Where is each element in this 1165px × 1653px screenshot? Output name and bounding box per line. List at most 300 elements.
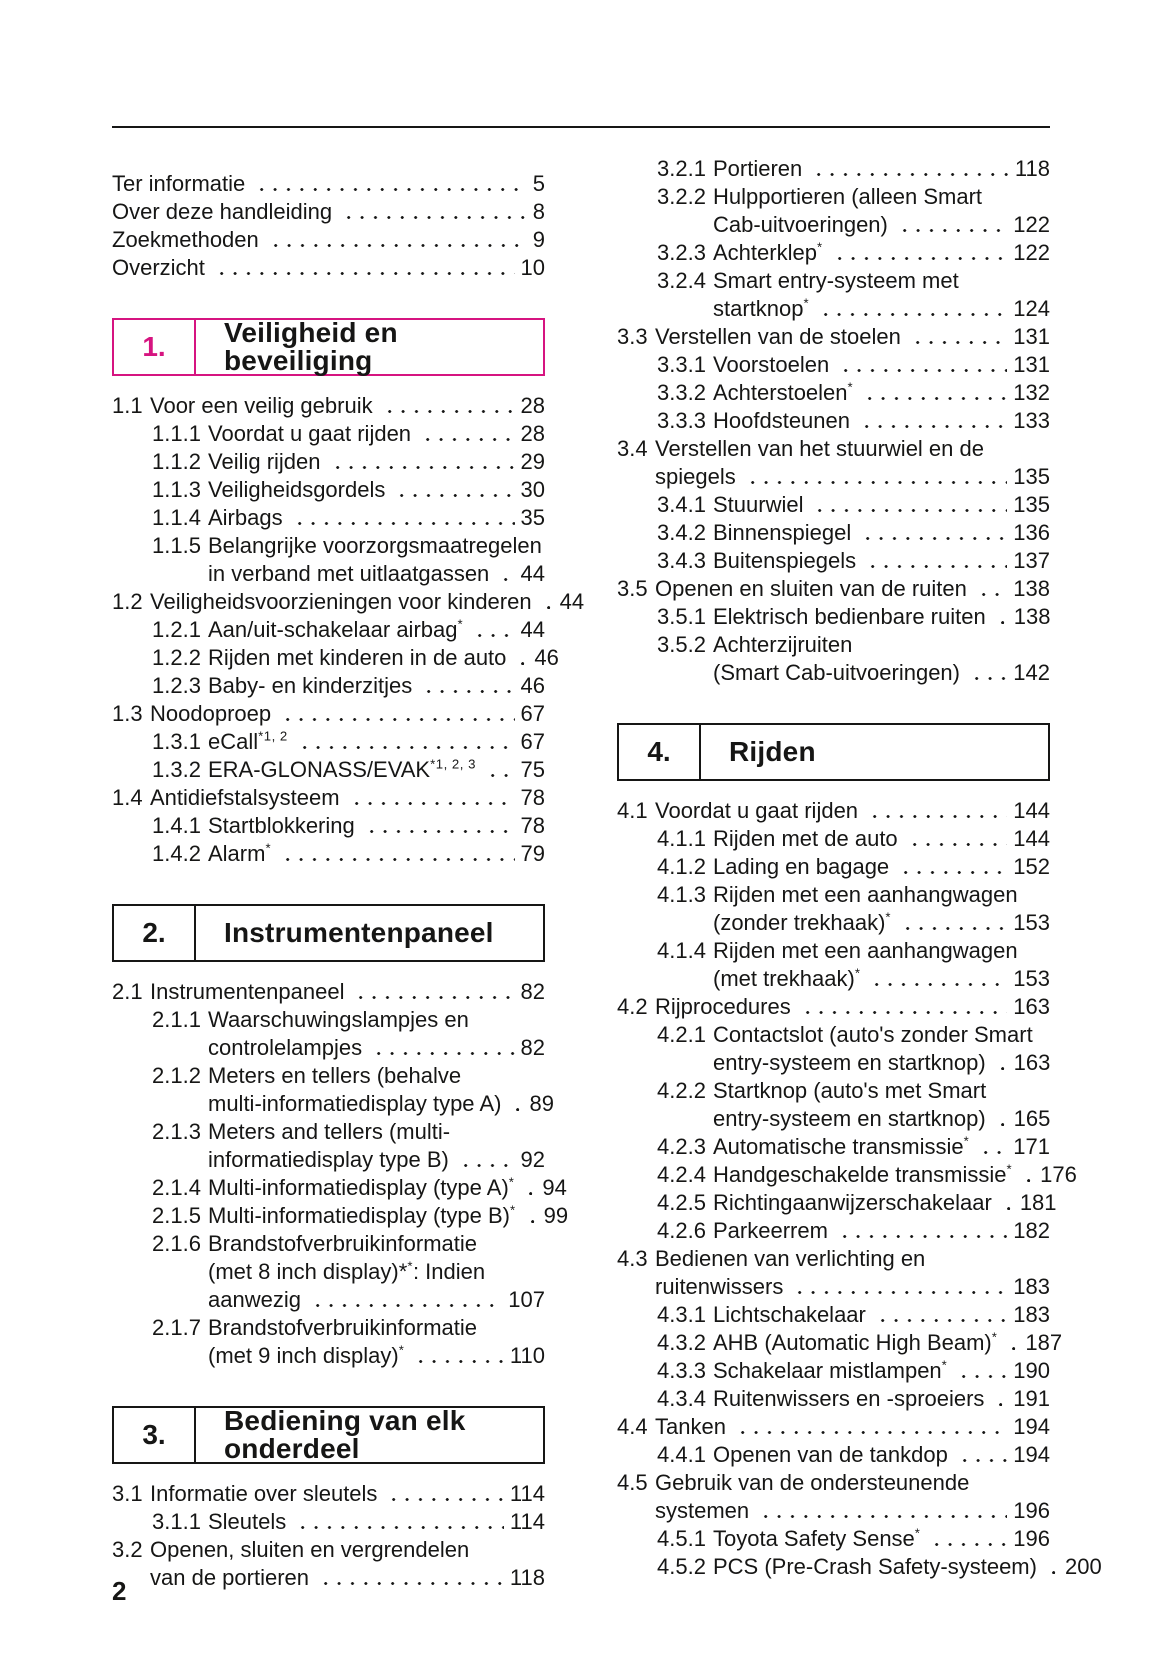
entry-line	[713, 1525, 1050, 1553]
entry-page-number: 165	[1013, 1106, 1051, 1131]
entry-line-text: systemen	[655, 1498, 750, 1523]
toc-entry	[112, 1118, 545, 1174]
entry-line	[208, 840, 545, 868]
entry-line	[713, 491, 1050, 519]
dot-leader	[542, 588, 554, 616]
entry-number: 2.1.3	[152, 1119, 201, 1144]
toc-entry	[617, 351, 1050, 379]
entry-page-number: 153	[1013, 966, 1050, 991]
entry-number: 4.4.1	[657, 1442, 706, 1467]
toc-entry	[112, 392, 545, 420]
entry-page-number: 124	[1013, 296, 1050, 321]
entry-line-text: Hoofdsteunen	[713, 408, 850, 433]
entry-number: 3.5.1	[657, 604, 706, 629]
entry-number: 4.4	[617, 1414, 648, 1439]
entry-line	[208, 1146, 545, 1174]
chapter-header	[112, 318, 545, 376]
entry-number: 3.2.3	[657, 240, 706, 265]
entry-number: 1.4.1	[152, 813, 201, 838]
toc-entry	[617, 1553, 1102, 1581]
entry-line-text: Smart entry-systeem met	[713, 268, 959, 293]
entry-line-text: Lading en bagage	[713, 854, 890, 879]
entry-number: 4.1.4	[657, 938, 706, 963]
entry-number: 2.1.1	[152, 1007, 201, 1032]
entry-line-text: Openen van de tankdop	[713, 1442, 948, 1467]
toc-entry	[112, 1230, 545, 1314]
toc-entry	[112, 1480, 545, 1508]
entry-line-text: Belangrijke voorzorgsmaatregelen	[208, 533, 542, 558]
dot-leader	[281, 840, 514, 868]
dot-leader	[516, 644, 528, 672]
dot-leader	[866, 547, 1007, 575]
chapter-number: 3.	[114, 1408, 196, 1462]
entry-page-number: 78	[520, 785, 545, 810]
dot-leader	[414, 1342, 504, 1370]
dot-leader	[422, 672, 514, 700]
entry-line-text: Voordat u gaat rijden	[208, 421, 412, 446]
entry-page-number: 67	[520, 701, 545, 726]
toc-entry	[112, 420, 545, 448]
entry-line	[208, 420, 545, 448]
entry-line	[713, 519, 1050, 547]
entry-line-text: Noodoproep	[150, 701, 272, 726]
dot-leader	[812, 155, 1009, 183]
entry-page-number: 191	[1013, 1386, 1050, 1411]
dot-leader	[319, 1564, 504, 1592]
entry-line-text: Veiligheidsgordels	[208, 477, 386, 502]
dot-leader	[342, 198, 527, 226]
entry-page-number: 122	[1013, 240, 1050, 265]
chapter-number: 1.	[114, 320, 196, 374]
entry-line-text: Handgeschakelde transmissie*	[713, 1161, 1013, 1187]
entry-line	[713, 295, 1050, 323]
top-rule	[112, 126, 1050, 128]
entry-line	[655, 575, 1050, 603]
entry-number: 1.2.2	[152, 645, 201, 670]
toc-entry	[617, 547, 1050, 575]
entry-line	[713, 183, 1050, 211]
dot-leader	[421, 420, 514, 448]
toc-entry	[617, 183, 1050, 239]
entry-number: 1.1.3	[152, 477, 201, 502]
dot-leader	[930, 1525, 1007, 1553]
entry-number: 4.1.3	[657, 882, 706, 907]
entry-number: 4.3.2	[657, 1330, 706, 1355]
dot-leader	[899, 853, 1007, 881]
toc-entry	[617, 519, 1050, 547]
entry-number: 2.1.2	[152, 1063, 201, 1088]
entry-number: 1.1	[112, 393, 143, 418]
entry-line	[713, 965, 1050, 993]
toc-entry	[617, 881, 1050, 937]
toc-entry	[112, 616, 545, 644]
entry-line	[713, 155, 1050, 183]
entry-line	[713, 351, 1050, 379]
entry-line	[150, 700, 545, 728]
entry-line-text: ERA-GLONASS/EVAK$^{*1, 2, 3}$	[208, 756, 476, 782]
entry-line	[713, 1133, 1050, 1161]
entry-line-text: Startblokkering	[208, 813, 355, 838]
toc-entry	[617, 1357, 1050, 1385]
entry-line	[208, 448, 545, 476]
entry-page-number: 152	[1013, 854, 1050, 879]
dot-leader	[793, 1273, 1007, 1301]
dot-leader	[387, 1480, 503, 1508]
entry-line-text: Verstellen van de stoelen	[655, 324, 901, 349]
toc-entry	[112, 504, 545, 532]
entry-number: 1.1.1	[152, 421, 201, 446]
toc-entry	[617, 797, 1050, 825]
entry-line-text: Openen, sluiten en vergrendelen	[150, 1537, 470, 1562]
dot-leader	[870, 965, 1007, 993]
dot-leader	[1047, 1553, 1059, 1581]
toc-entry	[112, 1062, 554, 1118]
entry-line	[208, 644, 559, 672]
entry-page-number: 136	[1013, 520, 1050, 545]
entry-line-text: startknop*	[713, 295, 810, 321]
entry-line-text: Stuurwiel	[713, 492, 804, 517]
entry-page-number: 137	[1013, 548, 1050, 573]
entry-line	[655, 1413, 1050, 1441]
entry-line	[655, 1469, 1050, 1497]
entry-line	[208, 1342, 545, 1370]
entry-line-text: aanwezig	[208, 1287, 301, 1312]
entry-line-text: Voorstoelen	[713, 352, 830, 377]
dot-leader	[524, 1174, 536, 1202]
toc-entry	[112, 840, 545, 868]
toc-entry	[617, 435, 1050, 491]
dot-leader	[511, 1090, 523, 1118]
entry-line-text: Zoekmethoden	[112, 227, 259, 252]
entry-line	[150, 784, 545, 812]
entry-line-text: Voor een veilig gebruik	[150, 393, 373, 418]
entry-line	[713, 937, 1050, 965]
entry-number: 3.5.2	[657, 632, 706, 657]
entry-page-number: 133	[1013, 408, 1050, 433]
entry-line	[208, 504, 545, 532]
chapter-title: Rijden	[729, 736, 816, 767]
toc-entry	[112, 1202, 569, 1230]
toc-entry	[112, 784, 545, 812]
entry-number: 4.2.5	[657, 1190, 706, 1215]
toc-entry	[617, 1217, 1050, 1245]
toc-entry	[617, 155, 1050, 183]
entry-line	[713, 379, 1050, 407]
entry-line	[713, 239, 1050, 267]
entry-line-text: Antidiefstalsysteem	[150, 785, 340, 810]
entry-line-text: Rijden met kinderen in de auto	[208, 645, 507, 670]
entry-line	[713, 1385, 1050, 1413]
dot-leader	[372, 1034, 514, 1062]
entry-line-text: Over deze handleiding	[112, 199, 333, 224]
entry-line	[713, 631, 1050, 659]
toc-entry	[112, 170, 545, 198]
dot-leader	[311, 1286, 502, 1314]
toc-entry	[617, 603, 1050, 631]
entry-number: 4.1.2	[657, 854, 706, 879]
entry-line-text: Openen en sluiten van de ruiten	[655, 576, 967, 601]
dot-leader	[819, 295, 1007, 323]
entry-line-text: Gebruik van de ondersteunende	[655, 1470, 970, 1495]
dot-leader	[908, 825, 1008, 853]
dot-leader	[298, 728, 515, 756]
entry-page-number: 118	[1014, 156, 1050, 181]
entry-number: 2.1.4	[152, 1175, 201, 1200]
entry-line	[713, 1021, 1050, 1049]
entry-line-text: Richtingaanwijzerschakelaar	[713, 1190, 992, 1215]
entry-line	[150, 588, 585, 616]
dot-leader	[459, 1146, 515, 1174]
entry-page-number: 190	[1013, 1358, 1050, 1383]
entry-line-text: Rijprocedures	[655, 994, 791, 1019]
entry-line-text: Schakelaar mistlampen*	[713, 1357, 948, 1383]
chapter-header	[112, 1406, 545, 1464]
toc-entry	[112, 1508, 545, 1536]
dot-leader	[331, 448, 515, 476]
toc-entry	[617, 1245, 1050, 1301]
entry-line-text: Brandstofverbruikinformatie	[208, 1231, 478, 1256]
entry-number: 4.1	[617, 798, 648, 823]
entry-line	[713, 603, 1050, 631]
dot-leader	[868, 797, 1007, 825]
entry-page-number: 138	[1013, 576, 1050, 601]
entry-line	[713, 407, 1050, 435]
entry-number: 4.3	[617, 1246, 648, 1271]
entry-line-text: PCS (Pre-Crash Safety-systeem)	[713, 1554, 1037, 1579]
entry-line	[150, 1564, 545, 1592]
entry-line-text: Alarm*	[208, 840, 272, 866]
entry-number: 1.3.1	[152, 729, 201, 754]
entry-line	[150, 392, 545, 420]
entry-line-text: entry-systeem en startknop)	[713, 1050, 986, 1075]
entry-number: 2.1.7	[152, 1315, 201, 1340]
toc-entry	[617, 1021, 1050, 1077]
entry-page-number: 142	[1013, 660, 1050, 685]
entry-line-text: Baby- en kinderzitjes	[208, 673, 413, 698]
dot-leader	[958, 1441, 1007, 1469]
toc-entry	[617, 267, 1050, 323]
dot-leader	[255, 170, 526, 198]
entry-line-text: Instrumentenpaneel	[150, 979, 345, 1004]
entry-page-number: 131	[1013, 324, 1050, 349]
entry-page-number: 94	[542, 1175, 567, 1200]
entry-line-text: eCall$^{*1, 2}$	[208, 728, 288, 754]
entry-line-text: controlelampjes	[208, 1035, 363, 1060]
entry-number: 1.1.2	[152, 449, 201, 474]
page-number: 2	[112, 1576, 127, 1606]
entry-line	[713, 909, 1050, 937]
dot-leader	[296, 1508, 504, 1536]
entry-page-number: 82	[520, 1035, 545, 1060]
toc-entry	[617, 1077, 1050, 1133]
entry-page-number: 114	[509, 1481, 545, 1506]
toc-entry	[112, 1174, 567, 1202]
entry-line	[150, 978, 545, 1006]
entry-line-text: Waarschuwingslampjes en	[208, 1007, 469, 1032]
entry-page-number: 200	[1064, 1554, 1102, 1579]
entry-line	[713, 1105, 1050, 1133]
toc-entry	[112, 728, 545, 756]
entry-line	[713, 211, 1050, 239]
entry-line	[208, 1314, 545, 1342]
dot-leader	[957, 1357, 1007, 1385]
toc-entry	[617, 993, 1050, 1021]
dot-leader	[350, 784, 515, 812]
entry-line-text: Multi-informatiedisplay (type B)*	[208, 1202, 516, 1228]
entry-page-number: 10	[520, 255, 545, 280]
toc-entry	[112, 756, 545, 784]
entry-line	[208, 1034, 545, 1062]
entry-number: 1.4	[112, 785, 143, 810]
entry-line-text: entry-systeem en startknop)	[713, 1106, 986, 1131]
toc-entry	[617, 1133, 1050, 1161]
chapter-number: 2.	[114, 906, 196, 960]
dot-leader	[215, 254, 515, 282]
entry-line-text: Achterstoelen*	[713, 379, 854, 405]
entry-line-text: Meters en tellers (behalve	[208, 1063, 462, 1088]
toc-entry	[617, 825, 1050, 853]
entry-page-number: 5	[532, 171, 545, 196]
dot-leader	[977, 575, 1007, 603]
dot-leader	[365, 812, 515, 840]
toc-entry	[617, 491, 1050, 519]
entry-line	[713, 1049, 1050, 1077]
entry-page-number: 35	[520, 505, 545, 530]
toc-entry	[112, 198, 545, 226]
entry-page-number: 176	[1040, 1162, 1077, 1187]
dot-leader	[269, 226, 527, 254]
dot-leader	[354, 978, 514, 1006]
entry-number: 3.4.3	[657, 548, 706, 573]
entry-line	[713, 547, 1050, 575]
entry-line-text: Rijden met de auto	[713, 826, 898, 851]
entry-line	[208, 1062, 545, 1090]
entry-page-number: 131	[1013, 352, 1050, 377]
entry-line-text: Automatische transmissie*	[713, 1133, 970, 1159]
dot-leader	[833, 239, 1008, 267]
entry-line	[208, 672, 545, 700]
entry-line-text: (met trekhaak)*	[713, 965, 861, 991]
dot-leader	[759, 1497, 1007, 1525]
dot-leader	[979, 1133, 1007, 1161]
entry-number: 1.2.1	[152, 617, 201, 642]
dot-leader	[996, 1105, 1008, 1133]
entry-line-text: Toyota Safety Sense*	[713, 1525, 921, 1551]
entry-number: 3.2.2	[657, 184, 706, 209]
dot-leader	[863, 379, 1007, 407]
toc-entry	[617, 575, 1050, 603]
toc-entry	[112, 588, 585, 616]
entry-line	[655, 463, 1050, 491]
entry-line	[112, 226, 545, 254]
entry-number: 3.4.2	[657, 520, 706, 545]
dot-leader	[813, 491, 1007, 519]
chapter-header	[617, 723, 1050, 781]
entry-number: 4.5	[617, 1470, 648, 1495]
entry-line-text: Cab-uitvoeringen)	[713, 212, 888, 237]
entry-line	[208, 1118, 545, 1146]
entry-page-number: 194	[1013, 1442, 1050, 1467]
toc-entry	[617, 1161, 1077, 1189]
entry-number: 3.4.1	[657, 492, 706, 517]
dot-leader	[861, 519, 1007, 547]
entry-line-text: Contactslot (auto's zonder Smart	[713, 1022, 1033, 1047]
entry-page-number: 28	[520, 393, 545, 418]
entry-page-number: 171	[1013, 1134, 1050, 1159]
toc-entry	[112, 644, 559, 672]
entry-page-number: 114	[509, 1509, 545, 1534]
entry-number: 3.4	[617, 436, 648, 461]
entry-page-number: 138	[1013, 604, 1051, 629]
entry-number: 3.3.3	[657, 408, 706, 433]
dot-leader	[838, 1217, 1007, 1245]
entry-line	[713, 659, 1050, 687]
entry-number: 4.2.3	[657, 1134, 706, 1159]
entry-number: 4.2	[617, 994, 648, 1019]
entry-page-number: 144	[1013, 798, 1050, 823]
dot-leader	[293, 504, 515, 532]
entry-line	[713, 1301, 1050, 1329]
entry-number: 3.3	[617, 324, 648, 349]
entry-line	[655, 797, 1050, 825]
entry-line-text: Brandstofverbruikinformatie	[208, 1315, 478, 1340]
entry-page-number: 75	[520, 757, 545, 782]
dot-leader	[860, 407, 1007, 435]
toc-entry	[617, 379, 1050, 407]
entry-line	[112, 254, 545, 282]
entry-line	[208, 616, 545, 644]
dot-leader	[473, 616, 514, 644]
entry-page-number: 107	[508, 1287, 545, 1312]
entry-number: 2.1.6	[152, 1231, 201, 1256]
entry-line	[713, 825, 1050, 853]
dot-leader	[736, 1413, 1007, 1441]
entry-page-number: 135	[1013, 464, 1050, 489]
entry-page-number: 153	[1013, 910, 1050, 935]
entry-page-number: 99	[543, 1203, 569, 1228]
entry-line-text: AHB (Automatic High Beam)*	[713, 1329, 998, 1355]
entry-page-number: 183	[1013, 1274, 1050, 1299]
entry-number: 1.1.5	[152, 533, 201, 558]
entry-page-number: 30	[520, 477, 545, 502]
entry-line-text: Tanken	[655, 1414, 726, 1439]
entry-page-number: 82	[520, 979, 545, 1004]
toc-entry	[617, 323, 1050, 351]
entry-line	[208, 1258, 545, 1286]
entry-line	[713, 1329, 1063, 1357]
entry-line	[713, 1077, 1050, 1105]
dot-leader	[281, 700, 514, 728]
entry-line	[150, 1536, 545, 1564]
toc-entry	[112, 1536, 545, 1592]
dot-leader	[876, 1301, 1007, 1329]
toc-entry	[617, 1329, 1063, 1357]
entry-number: 1.3	[112, 701, 143, 726]
entry-line	[208, 756, 545, 784]
entry-number: 1.1.4	[152, 505, 201, 530]
dot-leader	[1002, 1189, 1014, 1217]
entry-page-number: 67	[520, 729, 545, 754]
entry-line	[112, 198, 545, 226]
entry-line	[208, 1508, 545, 1536]
toc-entry	[617, 1385, 1050, 1413]
entry-number: 3.2.4	[657, 268, 706, 293]
toc-entry	[112, 254, 545, 282]
entry-page-number: 144	[1013, 826, 1050, 851]
chapter-title: Bediening van elk onderdeel	[224, 1405, 466, 1464]
entry-line-text: Parkeerrem	[713, 1218, 828, 1243]
dot-leader	[911, 323, 1007, 351]
